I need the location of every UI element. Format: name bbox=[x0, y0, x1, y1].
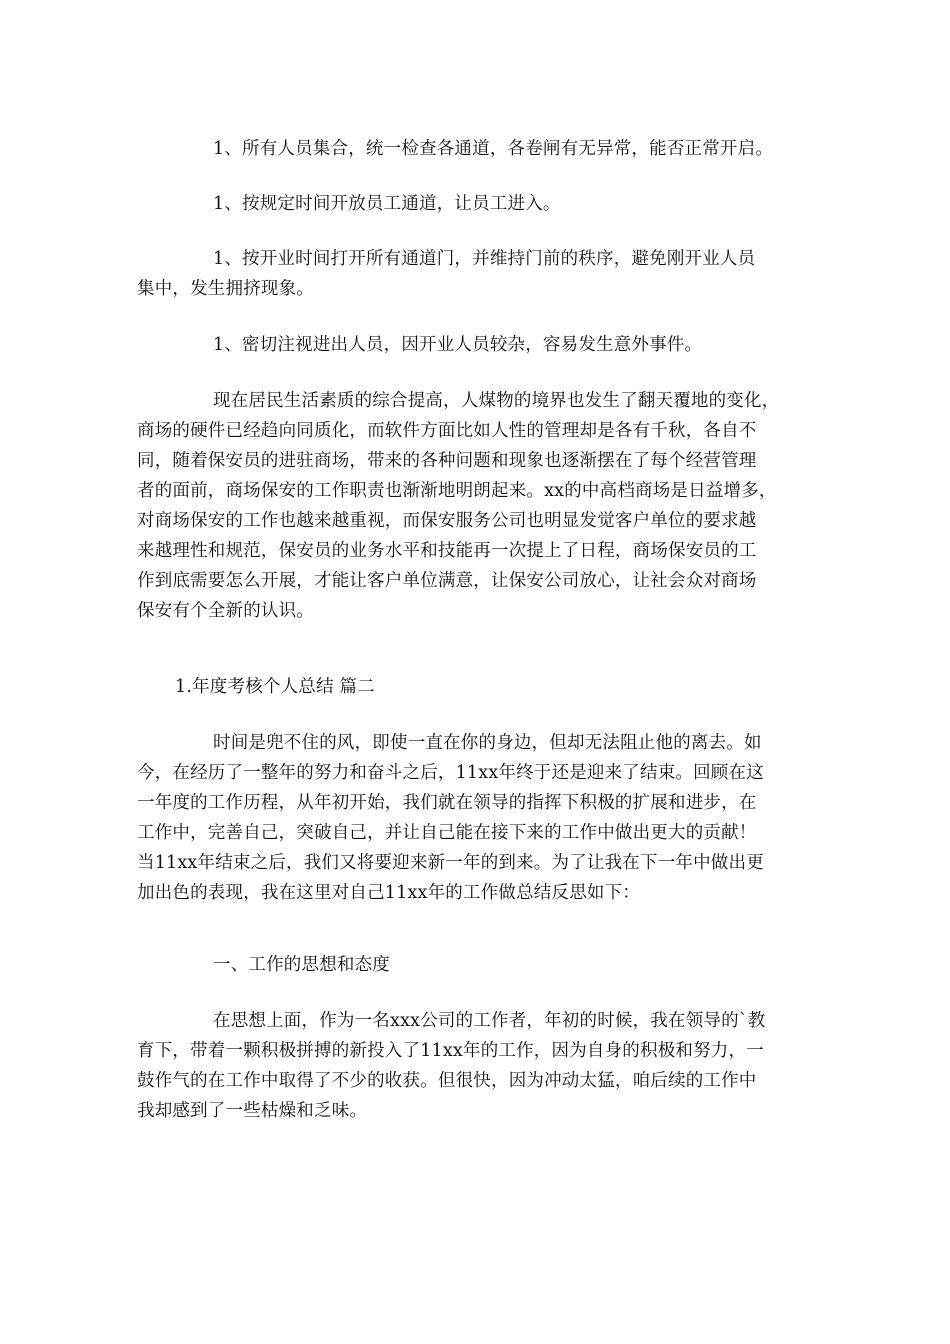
paragraph-line: 现在居民生活素质的综合提高，人煤物的境界也发生了翻天覆地的变化， bbox=[213, 391, 780, 411]
paragraph-line: 工作中，完善自己，突破自己，并让自己能在接下来的工作中做出更大的贡献！ bbox=[137, 823, 757, 843]
paragraph-line: 育下，带着一颗积极拼搏的新投入了11xx年的工作，因为自身的积极和努力，一 bbox=[137, 1041, 764, 1061]
paragraph-2 bbox=[137, 189, 827, 219]
paragraph-3 bbox=[137, 244, 827, 304]
section-heading-1 bbox=[137, 672, 827, 702]
paragraph-line: 对商场保安的工作也越来越重视，而保安服务公司也明显发觉客户单位的要求越 bbox=[137, 511, 757, 531]
paragraph-6 bbox=[137, 728, 827, 908]
paragraph-line: 今，在经历了一整年的努力和奋斗之后，11xx年终于还是迎来了结束。回顾在这 bbox=[137, 763, 764, 783]
paragraph-line: 者的面前，商场保安的工作职责也渐渐地明朗起来。xx的中高档商场是日益增多， bbox=[137, 481, 777, 501]
paragraph-line: 保安有个全新的认识。 bbox=[137, 601, 314, 621]
section-heading: 1.年度考核个人总结 篇二 bbox=[175, 677, 375, 697]
paragraph-line: 时间是兜不住的风，即使一直在你的身边，但却无法阻止他的离去。如 bbox=[213, 733, 762, 753]
paragraph-line: 一年度的工作历程，从年初开始，我们就在领导的指挥下积极的扩展和进步，在 bbox=[137, 793, 757, 813]
paragraph-line: 鼓作气的在工作中取得了不少的收获。但很快，因为冲动太猛，咱后续的工作中 bbox=[137, 1071, 757, 1091]
paragraph-1 bbox=[137, 134, 827, 164]
paragraph-line: 加出色的表现，我在这里对自己11xx年的工作做总结反思如下： bbox=[137, 883, 641, 903]
paragraph-line: 来越理性和规范，保安员的业务水平和技能再一次提上了日程，商场保安员的工 bbox=[137, 541, 757, 561]
paragraph-line: 1、按开业时间打开所有通道门，并维持门前的秩序，避免刚开业人员 bbox=[213, 249, 756, 269]
paragraph-line: 1、所有人员集合，统一检查各通道，各卷闸有无异常，能否正常开启。 bbox=[213, 139, 774, 159]
section-heading: 一、工作的思想和态度 bbox=[213, 955, 390, 975]
paragraph-line: 集中，发生拥挤现象。 bbox=[137, 279, 314, 299]
paragraph-5 bbox=[137, 386, 827, 626]
paragraph-line: 在思想上面，作为一名xxx公司的工作者，年初的时候，我在领导的`教 bbox=[213, 1011, 766, 1031]
paragraph-line: 1、密切注视进出人员，因开业人员较杂，容易发生意外事件。 bbox=[213, 335, 703, 355]
paragraph-line: 1、按规定时间开放员工通道，让员工进入。 bbox=[213, 194, 561, 214]
paragraph-7 bbox=[137, 1006, 827, 1126]
section-heading-2 bbox=[137, 950, 827, 980]
paragraph-line: 同，随着保安员的进驻商场，带来的各种问题和现象也逐渐摆在了每个经营管理 bbox=[137, 451, 757, 471]
paragraph-line: 商场的硬件已经趋向同质化，而软件方面比如人性的管理却是各有千秋，各自不 bbox=[137, 421, 757, 441]
paragraph-line: 我却感到了一些枯燥和乏味。 bbox=[137, 1101, 368, 1121]
paragraph-line: 当11xx年结束之后，我们又将要迎来新一年的到来。为了让我在下一年中做出更 bbox=[137, 853, 764, 873]
paragraph-4 bbox=[137, 330, 827, 360]
paragraph-line: 作到底需要怎么开展，才能让客户单位满意，让保安公司放心，让社会众对商场 bbox=[137, 571, 757, 591]
